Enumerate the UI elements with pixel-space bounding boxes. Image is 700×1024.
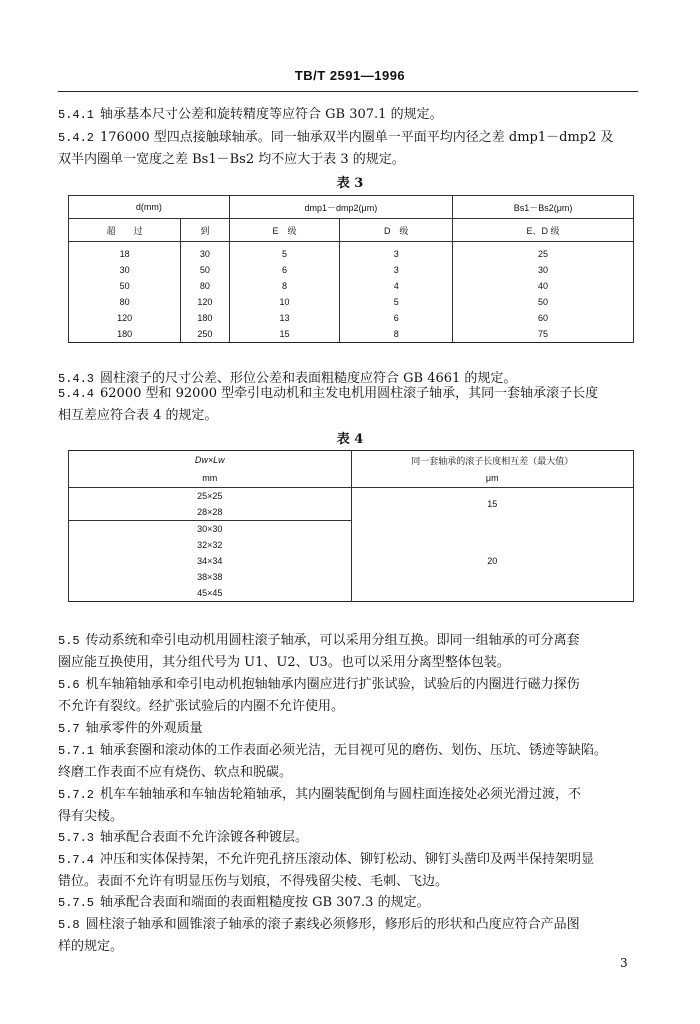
para-text: 176000 型四点接触球轴承。同一轴承双半内圈单一平面平均内径之差 dmp1－dmp2 及 [100, 130, 614, 145]
table-row [69, 521, 634, 538]
table-cell: 3 [340, 242, 453, 263]
table-row [69, 242, 634, 263]
header-length-diff: 同一套轴承的滚子长度相互差（最大值） [351, 451, 634, 470]
para-text: 冲压和实体保持架，不允许兜孔挤压滚动体、铆钉松动、铆钉头凿印及两半保持架明显 [100, 852, 595, 867]
table-4 [68, 450, 634, 602]
table-3 [68, 195, 634, 343]
para-text: 轴承基本尺寸公差和旋转精度等应符合 GB 307.1 的规定。 [100, 107, 443, 122]
table-cell: 25 [453, 242, 634, 263]
section-number: 5.7.5 [58, 896, 95, 910]
table-row [69, 310, 634, 326]
para-text: 错位。表面不允许有明显压伤与划痕，不得残留尖棱、毛刺、飞边。 [58, 874, 449, 889]
header-unit-mm: mm [69, 469, 352, 488]
para-text: 终磨工作表面不应有烧伤、软点和脱碳。 [58, 765, 293, 780]
table-cell: 50 [453, 294, 634, 310]
para-5-7-1 [58, 740, 638, 784]
size-cell: 28×28 [69, 504, 352, 521]
table-cell: 250 [181, 326, 230, 343]
section-number: 5.5 [58, 634, 80, 648]
table-cell: 13 [229, 310, 340, 326]
para-text: 机车轴箱轴承和牵引电动机抱轴轴承内圈应进行扩张试验，试验后的内圈进行磁力探伤 [85, 677, 580, 692]
para-text: 得有尖棱。 [58, 809, 124, 824]
para-text: 圈应能互换使用，其分组代号为 U1、U2、U3。也可以采用分离型整体包装。 [58, 655, 510, 670]
size-cell: 34×34 [69, 553, 352, 569]
para-text: 不允许有裂纹。经扩张试验后的内圈不允许使用。 [58, 699, 345, 714]
section-number: 5.7 [58, 722, 80, 736]
table-cell: 50 [69, 278, 181, 294]
size-cell: 45×45 [69, 585, 352, 602]
table-row [69, 278, 634, 294]
table-row [69, 262, 634, 278]
section-number: 5.4.4 [58, 387, 95, 401]
para-5-8 [58, 914, 638, 958]
size-cell: 32×32 [69, 537, 352, 553]
table-row [69, 326, 634, 343]
table-cell: 60 [453, 310, 634, 326]
table-cell: 75 [453, 326, 634, 343]
section-number: 5.7.3 [58, 831, 95, 845]
header-over: 超 过 [69, 219, 181, 242]
para-5-7-5 [58, 892, 638, 914]
section-number: 5.6 [58, 678, 80, 692]
table-cell: 180 [69, 326, 181, 343]
para-text: 机车车轴轴承和车轴齿轮箱轴承，其内圈装配倒角与圆柱面连接处必须光滑过渡，不 [100, 787, 582, 802]
para-text: 相互差应符合表 4 的规定。 [58, 408, 218, 423]
table4-caption: 表 4 [336, 432, 364, 447]
para-5-7-3 [58, 827, 638, 849]
table-cell: 15 [229, 326, 340, 343]
table-row [69, 294, 634, 310]
para-text: 双半内圈单一宽度之差 Bs1－Bs2 均不应大于表 3 的规定。 [58, 152, 405, 167]
section-number: 5.7.1 [58, 744, 95, 758]
section-number: 5.7.2 [58, 788, 95, 802]
para-5-7-4 [58, 849, 638, 893]
para-text: 圆柱滚子轴承和圆锥滚子轴承的滚子素线必须修形，修形后的形状和凸度应符合产品图 [85, 917, 580, 932]
para-text: 轴承套圈和滚动体的工作表面必须光洁，无目视可见的磨伤、划伤、压坑、锈迹等缺陷。 [100, 743, 608, 758]
table-cell: 5 [229, 242, 340, 263]
standard-header: TB/T 2591—1996 [294, 68, 406, 83]
section-number: 5.8 [58, 918, 80, 932]
table-cell: 80 [181, 278, 230, 294]
para-5-4-4 [58, 383, 638, 427]
table-cell: 8 [340, 326, 453, 343]
size-cell: 25×25 [69, 488, 352, 505]
header-ed-grade: E、D 级 [453, 219, 634, 242]
table-cell: 3 [340, 262, 453, 278]
para-text: 轴承配合表面不允许涂镀各种镀层。 [100, 830, 309, 845]
section-number: 5.7.4 [58, 853, 95, 867]
para-5-6 [58, 674, 638, 718]
header-to: 到 [181, 219, 230, 242]
table3-caption: 表 3 [336, 176, 364, 191]
para-text: 轴承配合表面和端面的表面粗糙度按 GB 307.3 的规定。 [100, 895, 430, 910]
header-d-grade: D 级 [340, 219, 453, 242]
table-cell: 10 [229, 294, 340, 310]
header-rule [58, 91, 638, 92]
para-5-4-1 [58, 104, 638, 126]
table-cell: 120 [69, 310, 181, 326]
table-cell: 6 [229, 262, 340, 278]
header-d: d(mm) [69, 196, 230, 219]
table-cell: 30 [453, 262, 634, 278]
table-cell: 4 [340, 278, 453, 294]
para-text: 样的规定。 [58, 939, 124, 954]
header-size: Dw×Lw [69, 451, 352, 470]
para-5-4-2 [58, 127, 638, 171]
table-cell: 30 [69, 262, 181, 278]
table-cell: 30 [181, 242, 230, 263]
para-5-5 [58, 630, 638, 674]
header-bs: Bs1－Bs2(μm) [453, 196, 634, 219]
section-number: 5.4.2 [58, 131, 95, 145]
table-cell: 40 [453, 278, 634, 294]
table-cell: 6 [340, 310, 453, 326]
size-cell: 38×38 [69, 569, 352, 585]
tolerance-cell: 20 [351, 521, 634, 602]
section-number: 5.4.1 [58, 108, 95, 122]
para-text: 圆柱滚子的尺寸公差、形位公差和表面粗糙度应符合 GB 4661 的规定。 [100, 371, 517, 386]
header-unit-um: μm [351, 469, 634, 488]
table-cell: 5 [340, 294, 453, 310]
table-cell: 18 [69, 242, 181, 263]
table-cell: 50 [181, 262, 230, 278]
tolerance-cell: 15 [351, 488, 634, 521]
table-cell: 120 [181, 294, 230, 310]
section-number: 5.4.3 [58, 372, 95, 386]
table-cell: 180 [181, 310, 230, 326]
header-e-grade: E 级 [229, 219, 340, 242]
header-dmp: dmp1－dmp2(μm) [229, 196, 452, 219]
table-cell: 80 [69, 294, 181, 310]
table-cell: 8 [229, 278, 340, 294]
para-text: 62000 型和 92000 型牵引电动机和主发电机用圆柱滚子轴承，其同一套轴承滚子长度 [100, 386, 599, 401]
para-text: 传动系统和牵引电动机用圆柱滚子轴承，可以采用分组互换。即同一组轴承的可分离套 [85, 633, 580, 648]
table-row [69, 488, 634, 505]
para-5-7 [58, 718, 638, 740]
para-5-7-2 [58, 784, 638, 828]
page-number: 3 [620, 956, 628, 970]
size-cell: 30×30 [69, 521, 352, 538]
para-text: 轴承零件的外观质量 [85, 721, 203, 736]
